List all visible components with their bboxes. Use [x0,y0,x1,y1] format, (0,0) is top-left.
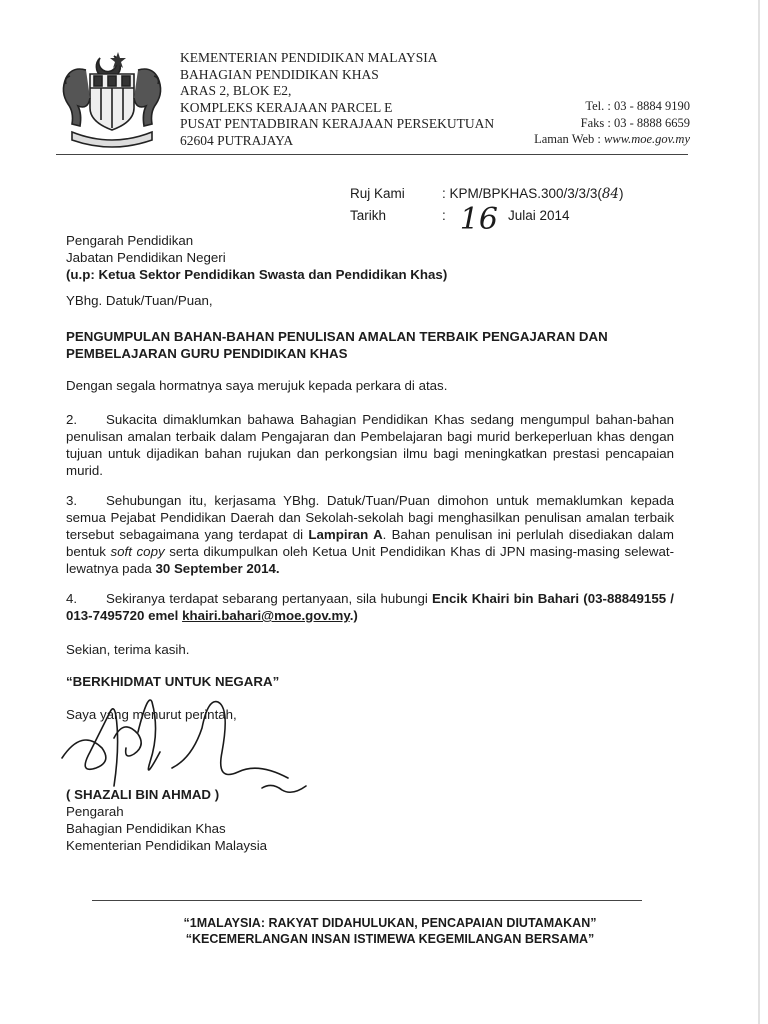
recipient-attention: (u.p: Ketua Sektor Pendidikan Swasta dan Pendidikan Khas) [66,267,448,282]
para-number: 4. [66,591,78,606]
para-text: serta dikumpulkan oleh Ketua Unit Pendidikan Khas di JPN masing-masing selewat-lewatnya pada [66,544,674,576]
para-text: Sehubungan itu, kerjasama YBhg. Datuk/Tuan/Puan dimohon untuk memaklumkan kepada semua Pejabat Pendidikan Daerah dan Sekolah-sekolah bagi menghasilkan penulisan amalan terbaik tersebut sebagaimana yang terdapat di [66,493,674,542]
recipient-line: Jabatan Pendidikan Negeri [66,250,226,265]
signature-intro: Saya yang menurut perintah, [66,707,237,722]
tarikh-colon: : [442,208,446,223]
address-line: BAHAGIAN PENDIDIKAN KHAS [180,66,379,82]
footer-motto [120,915,660,947]
para-number: 3. [66,493,78,508]
website [534,131,690,148]
recipient-line: Pengarah Pendidikan [66,233,194,248]
motto-line: “1MALAYSIA: RAKYAT DIDAHULUKAN, PENCAPAIAN DIUTAMAKAN” [183,916,597,930]
para-text: Sekiranya terdapat sebarang pertanyaan, sila hubungi [106,591,433,606]
address-line: KEMENTERIAN PENDIDIKAN MALAYSIA [180,50,438,65]
footer-divider [92,900,642,901]
date-handwritten-day: 16 [459,202,498,237]
address-line: KOMPLEKS KERAJAAN PARCEL E [180,99,393,115]
salutation: YBhg. Datuk/Tuan/Puan, [66,293,213,308]
signatory-title: Pengarah [66,804,124,819]
address-line: ARAS 2, BLOK E2, [180,83,292,98]
tarikh-label: Tarikh [350,208,387,223]
ruj-handwritten-number: 84 [601,186,620,202]
ministry-address [180,50,494,149]
fax: Faks : 03 - 8888 6659 [580,115,690,130]
date-month-year: Julai 2014 [507,208,570,223]
address-line: 62604 PUTRAJAYA [180,132,294,148]
signatory-block [66,786,674,854]
page-edge [758,0,760,1024]
reference-block [350,183,624,237]
deadline-date: 30 September 2014. [155,561,280,576]
paragraph-2 [66,411,674,479]
website-label: Laman Web : [534,132,601,146]
opening-line: Dengan segala hormatnya saya merujuk kepada perkara di atas. [66,378,448,393]
paragraph-3 [66,492,674,577]
subject-heading: PENGUMPULAN BAHAN-BAHAN PENULISAN AMALAN TERBAIK PENGAJARAN DAN PEMBELAJARAN GURU PENDIDIKAN KHAS [66,329,608,361]
para-text: . Bahan penulisan ini perlulah disediakan dalam bentuk [66,527,674,559]
lampiran-ref: Lampiran A [308,527,383,542]
para-number: 2. [66,412,78,427]
contact-close: .) [349,608,358,623]
coat-of-arms-logo [56,48,168,148]
ruj-value: : KPM/BPKHAS.300/3/3/3( [442,186,602,201]
contact-email-link[interactable]: khairi.bahari@moe.gov.my [182,608,350,623]
closing-line: Sekian, terima kasih. [66,642,190,657]
signatory-name: ( SHAZALI BIN AHMAD ) [66,787,220,802]
slogan: “BERKHIDMAT UNTUK NEGARA” [66,674,280,689]
ruj-close: ) [619,186,624,201]
website-link[interactable]: www.moe.gov.my [604,132,690,146]
tel: Tel. : 03 - 8884 9190 [585,99,690,113]
para-text: Sukacita dimaklumkan bahawa Bahagian Pendidikan Khas sedang mengumpul bahan-bahan penulisan amalan terbaik dalam Pengajaran dan Pembelajaran bagi murid berkeperluan khas dengan tujuan untuk dijadikan bahan rujukan dan perkongsian ilmu bagi meningkatkan prestasi pencapaian murid. [66,412,674,478]
header-divider [56,154,688,155]
signatory-dept: Bahagian Pendidikan Khas [66,821,226,836]
paragraph-4 [66,590,674,624]
recipient-block [66,232,674,283]
contact-person: Encik Khairi bin Bahari (03-88849155 / 013-7495720 emel [66,591,674,623]
address-line: PUSAT PENTADBIRAN KERAJAAN PERSEKUTUAN [180,116,495,131]
motto-line: “KECEMERLANGAN INSAN ISTIMEWA KEGEMILANGAN BERSAMA” [185,932,595,946]
ruj-label: Ruj Kami [350,186,405,201]
date-row [350,202,624,237]
contact-block [534,98,690,148]
soft-copy-term: soft copy [110,544,165,559]
signatory-ministry: Kementerian Pendidikan Malaysia [66,838,268,853]
